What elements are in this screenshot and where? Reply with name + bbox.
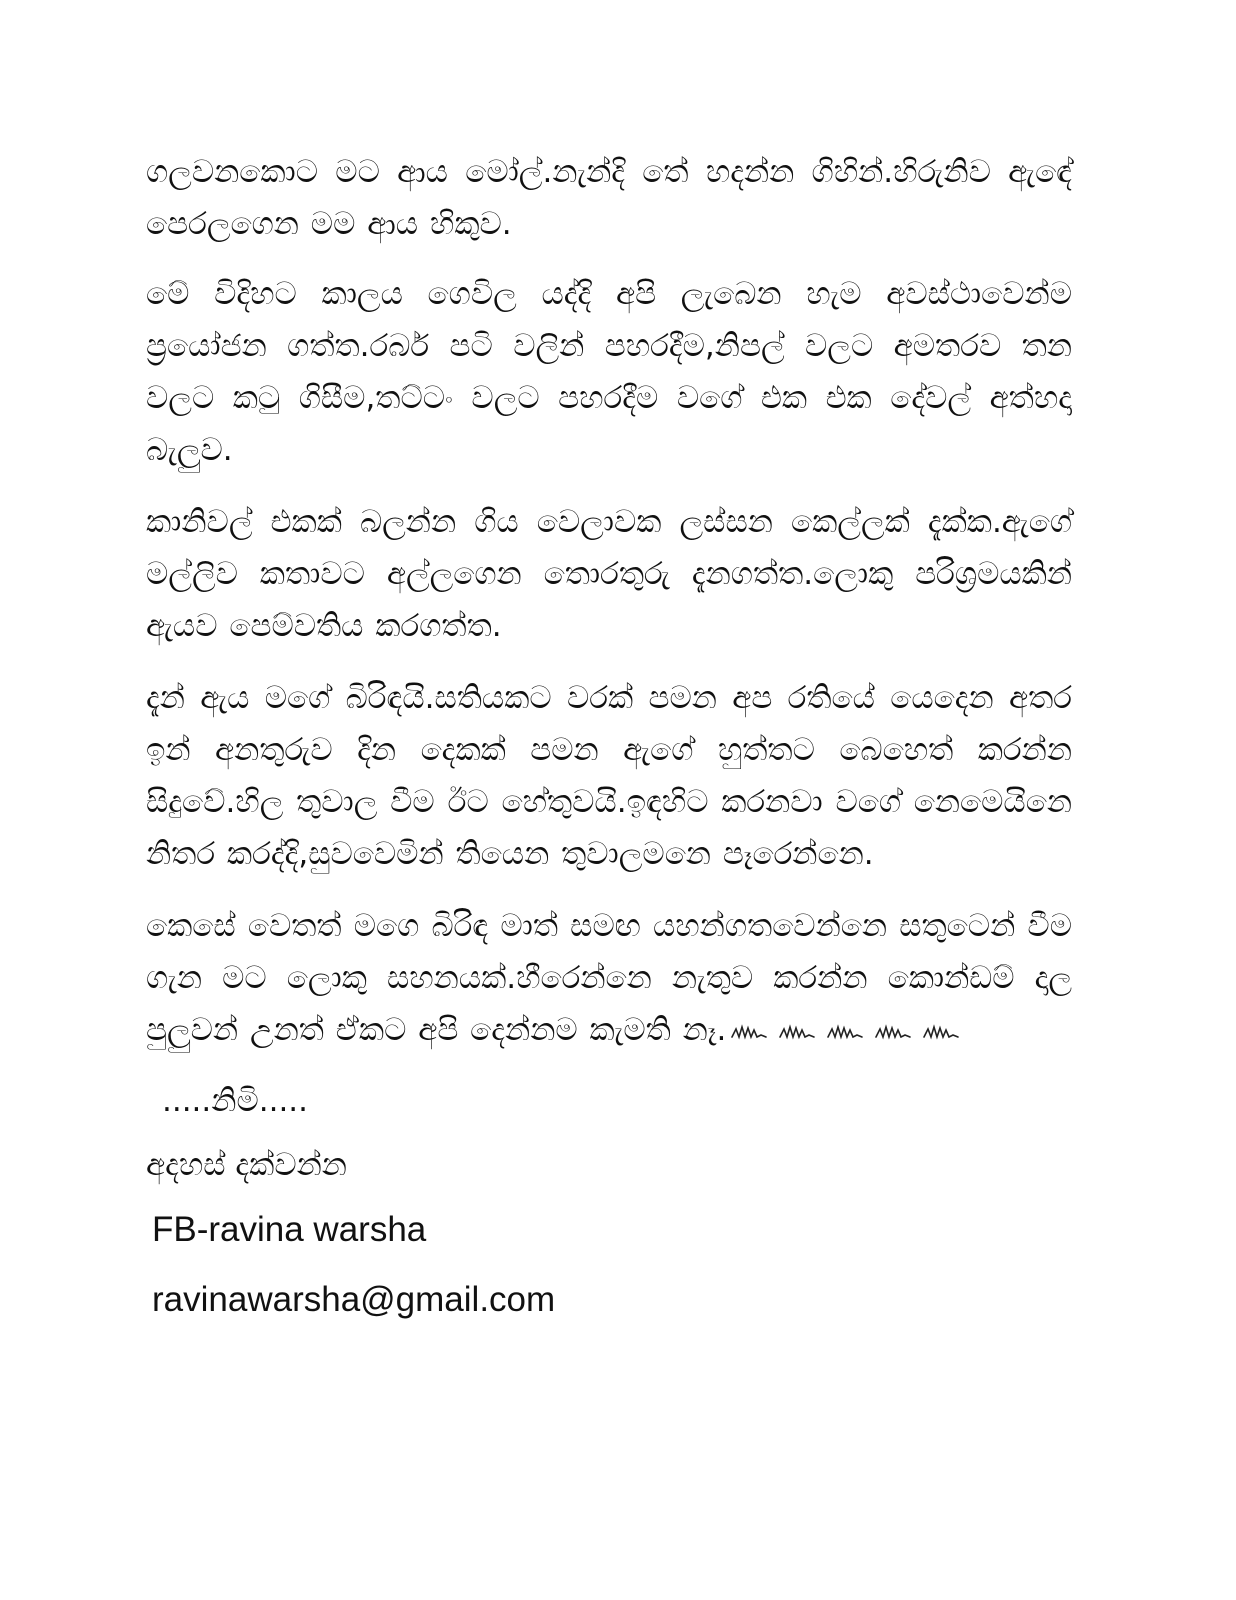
- email-contact: ravinawarsha@gmail.com: [152, 1280, 556, 1319]
- paragraph-3: කානිවල් එකක් බලන්න ගිය වෙලාවක ලස්සන කෙල්ලක් දැක්ක.ඇගේ මල්ලිව කතාවට අල්ලගෙන තොරතුරු දැනගත්ත.ලොකු පරිශ්‍රමයකින් ඇයව පෙම්වතිය කරගත්ත.: [146, 504, 1072, 644]
- paragraph-5-container: [146, 900, 1072, 1056]
- paragraph-4: දැන් ඇය මගේ බිරිඳයි.සතියකට වරක් පමන අප රතියේ යෙදෙන අතර ඉන් අනතුරුව දින දෙකක් පමන ඇගේ හුත්තට බෙහෙත් කරන්න සිදුවේ.හිල තුවාල වීම ඊට හේතුවයි.ඉඳහිට කරනවා වගේ නෙමෙයිනෙ නිතර කරද්දි,සුවවෙමින් තියෙන තුවාලමනෙ පෑරෙන්නෙ.: [146, 680, 1072, 872]
- document-body: [146, 146, 1072, 1348]
- squiggle-decoration-icon: [728, 1021, 978, 1043]
- paragraph-1: ගලවනකොට මට ආය මෝල්.නැන්දි තේ හදන්න ගිහින්.හිරුනිව ඇඳේ පෙරලගෙන මම ආය හිකුව.: [146, 154, 1072, 242]
- end-mark: .....නිමි.....: [162, 1083, 309, 1119]
- facebook-contact: FB-ravina warsha: [152, 1210, 427, 1249]
- comment-request: අදහස් දක්වන්න: [146, 1147, 347, 1183]
- paragraph-5: කෙසේ වෙතත් මගෙ බිරිඳ මාත් සමඟ යහන්ගතවෙන්නෙ සතුටෙන් වීම ගැන මට ලොකු සහනයක්.හීරෙන්නෙ නැතුව කරන්න කොන්ඩම් දාල පුලුවන් උනත් ඒකට අපි දෙන්නම කැමති නෑ.: [146, 908, 1072, 1048]
- paragraph-2: මේ විදිහට කාලය ගෙවිල යද්දි අපි ලැබෙන හැම අවස්ථාවෙන්ම ප්‍රයෝජන ගත්ත.රබර් පටි වලින් පහරදීම,නිපල් වලට අමතරව තන වලට කටු ගිසීම,තට්ටං වලට පහරදීම වගේ එක එක දේවල් අත්හදා බැලුව.: [146, 276, 1072, 468]
